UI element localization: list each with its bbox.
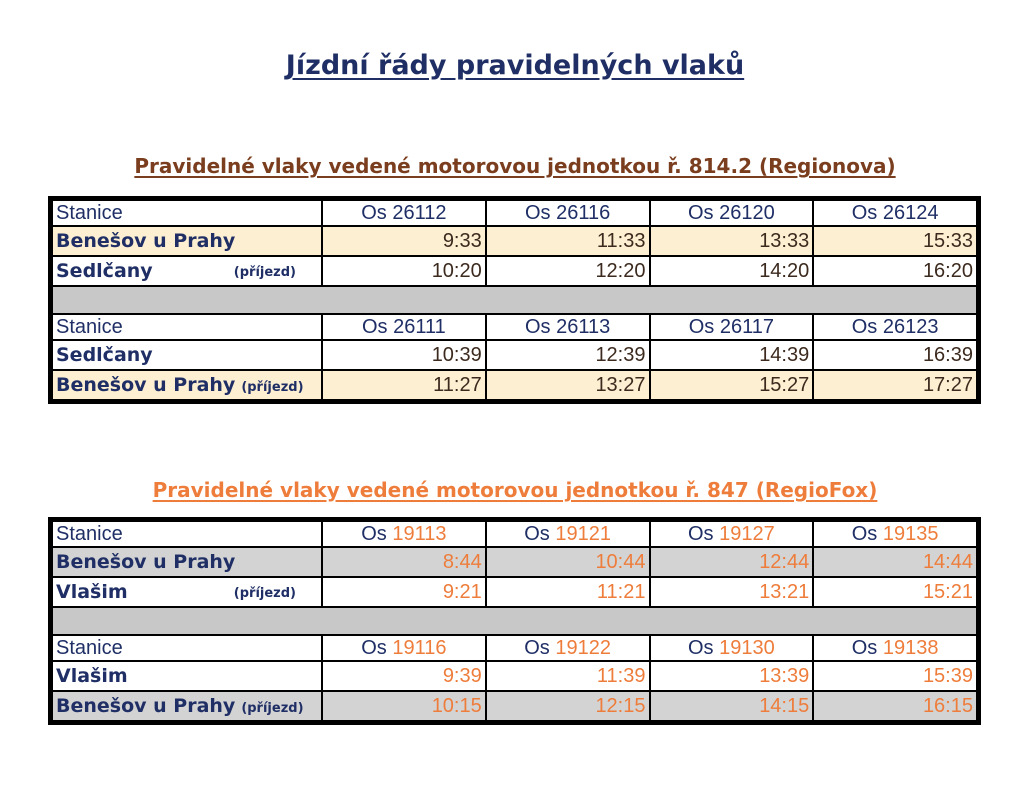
station-name: Benešov u Prahy bbox=[52, 547, 322, 577]
arrival-label: (příjezd) bbox=[241, 379, 304, 395]
departure-time: 11:33 bbox=[486, 226, 650, 256]
departure-time: 15:39 bbox=[813, 661, 977, 691]
departure-time: 16:39 bbox=[813, 340, 977, 370]
station-name: Vlašim bbox=[52, 661, 322, 691]
departure-time: 13:39 bbox=[650, 661, 814, 691]
station-name: Benešov u Prahy (příjezd) bbox=[52, 370, 322, 400]
train-header: Os 19122 bbox=[486, 635, 650, 661]
departure-time: 11:39 bbox=[486, 661, 650, 691]
train-header: Os 26117 bbox=[650, 314, 814, 340]
arrival-time: 11:21 bbox=[486, 577, 650, 607]
table-row bbox=[52, 226, 977, 256]
section-title-regiofox: Pravidelné vlaky vedené motorovou jednotkou ř. 847 (RegioFox) bbox=[152, 478, 878, 502]
departure-time: 12:44 bbox=[650, 547, 814, 577]
section-title-regionova: Pravidelné vlaky vedené motorovou jednotkou ř. 814.2 (Regionova) bbox=[134, 154, 896, 178]
train-header: Os 19127 bbox=[650, 521, 814, 547]
departure-time: 9:33 bbox=[322, 226, 486, 256]
departure-time: 9:39 bbox=[322, 661, 486, 691]
arrival-time: 16:15 bbox=[813, 691, 977, 721]
arrival-time: 9:21 bbox=[322, 577, 486, 607]
header-row-inbound bbox=[52, 635, 977, 661]
station-name: Benešov u Prahy bbox=[52, 226, 322, 256]
arrival-time: 15:21 bbox=[813, 577, 977, 607]
departure-time: 13:33 bbox=[650, 226, 814, 256]
departure-time: 10:39 bbox=[322, 340, 486, 370]
station-column-header: Stanice bbox=[52, 200, 322, 226]
train-header: Os 19130 bbox=[650, 635, 814, 661]
timetable-regiofox bbox=[48, 517, 981, 725]
train-header: Os 19113 bbox=[322, 521, 486, 547]
table-row bbox=[52, 661, 977, 691]
arrival-time: 10:15 bbox=[322, 691, 486, 721]
train-header: Os 19138 bbox=[813, 635, 977, 661]
separator-row bbox=[52, 607, 977, 635]
header-row-outbound bbox=[52, 521, 977, 547]
departure-time: 14:44 bbox=[813, 547, 977, 577]
arrival-time: 12:20 bbox=[486, 256, 650, 286]
station-name: Sedlčany bbox=[52, 340, 322, 370]
departure-time: 14:39 bbox=[650, 340, 814, 370]
arrival-time: 15:27 bbox=[650, 370, 814, 400]
train-header: Os 26123 bbox=[813, 314, 977, 340]
page-title: Jízdní řády pravidelných vlaků bbox=[285, 50, 745, 81]
train-header: Os 19116 bbox=[322, 635, 486, 661]
train-header: Os 26113 bbox=[486, 314, 650, 340]
timetable-regionova bbox=[48, 196, 981, 404]
arrival-time: 12:15 bbox=[486, 691, 650, 721]
station-name: Vlašim (příjezd) bbox=[52, 577, 322, 607]
station-column-header: Stanice bbox=[52, 314, 322, 340]
arrival-time: 16:20 bbox=[813, 256, 977, 286]
arrival-label: (příjezd) bbox=[241, 700, 304, 716]
train-header: Os 26116 bbox=[486, 200, 650, 226]
arrival-label: (příjezd) bbox=[233, 264, 296, 280]
station-column-header: Stanice bbox=[52, 521, 322, 547]
departure-time: 10:44 bbox=[486, 547, 650, 577]
arrival-time: 14:15 bbox=[650, 691, 814, 721]
header-row-outbound bbox=[52, 200, 977, 226]
train-header: Os 26111 bbox=[322, 314, 486, 340]
arrival-time: 14:20 bbox=[650, 256, 814, 286]
table-row bbox=[52, 370, 977, 400]
station-column-header: Stanice bbox=[52, 635, 322, 661]
arrival-time: 13:21 bbox=[650, 577, 814, 607]
arrival-time: 10:20 bbox=[322, 256, 486, 286]
departure-time: 8:44 bbox=[322, 547, 486, 577]
table-row bbox=[52, 547, 977, 577]
train-header: Os 19135 bbox=[813, 521, 977, 547]
table-row bbox=[52, 691, 977, 721]
arrival-time: 17:27 bbox=[813, 370, 977, 400]
train-header: Os 26112 bbox=[322, 200, 486, 226]
station-name: Benešov u Prahy (příjezd) bbox=[52, 691, 322, 721]
train-header: Os 26124 bbox=[813, 200, 977, 226]
departure-time: 15:33 bbox=[813, 226, 977, 256]
train-header: Os 19121 bbox=[486, 521, 650, 547]
table-row bbox=[52, 256, 977, 286]
station-name: Sedlčany (příjezd) bbox=[52, 256, 322, 286]
arrival-time: 11:27 bbox=[322, 370, 486, 400]
train-header: Os 26120 bbox=[650, 200, 814, 226]
header-row-inbound bbox=[52, 314, 977, 340]
arrival-label: (příjezd) bbox=[233, 585, 296, 601]
departure-time: 12:39 bbox=[486, 340, 650, 370]
arrival-time: 13:27 bbox=[486, 370, 650, 400]
table-row bbox=[52, 577, 977, 607]
separator-row bbox=[52, 286, 977, 314]
table-row bbox=[52, 340, 977, 370]
